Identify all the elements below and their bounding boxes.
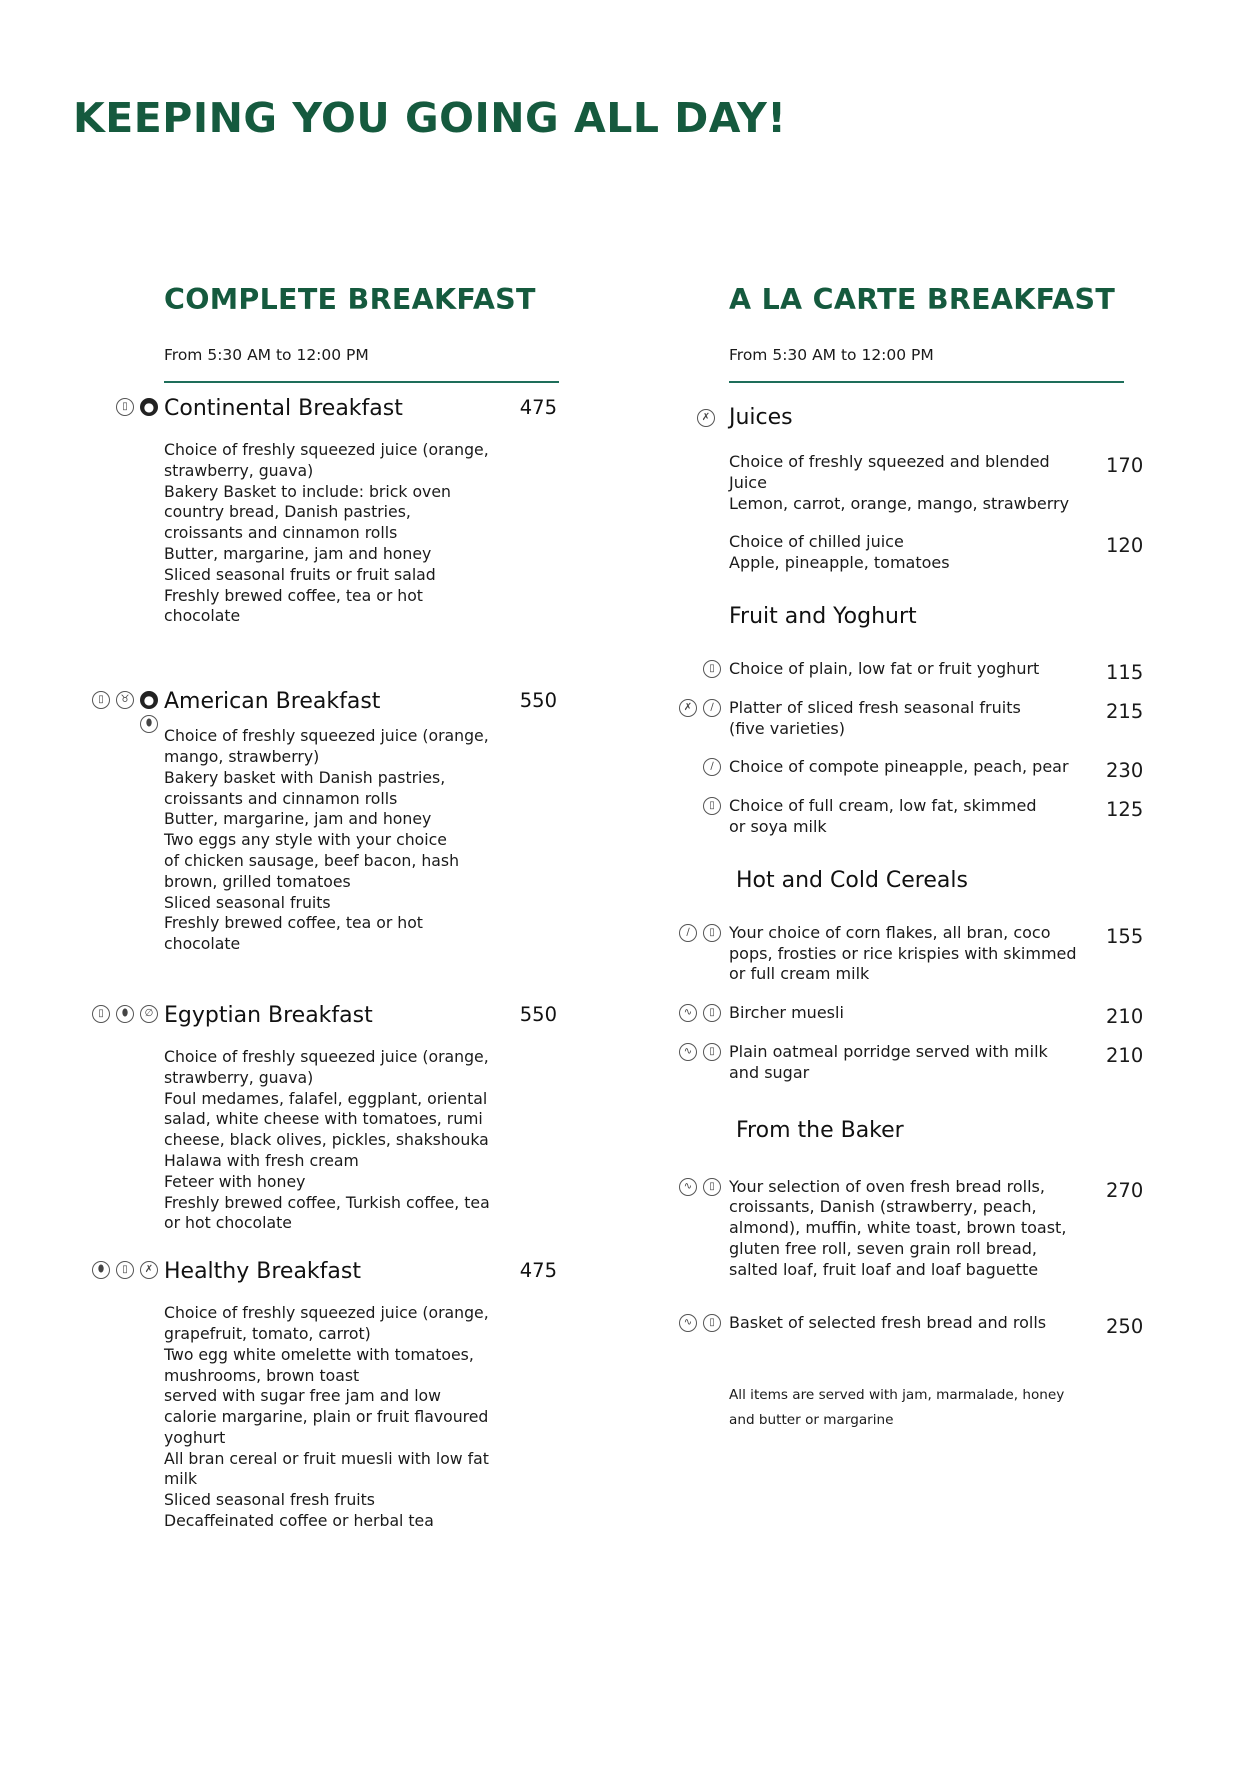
description-line: Butter, margarine, jam and honey [164, 543, 432, 563]
description-line: Juice [729, 472, 767, 492]
a-la-carte-section [683, 283, 1149, 1433]
section-title: A LA CARTE BREAKFAST [729, 283, 1116, 316]
egg-icon: ⬮ [116, 1005, 134, 1023]
menu-item [729, 532, 1149, 574]
egg-icon: ⬮ [92, 1261, 110, 1279]
item-description [729, 796, 1104, 838]
item-price: 170 [1106, 454, 1144, 477]
description-line: cheese, black olives, pickles, shakshouka [164, 1130, 489, 1150]
complete-items-list [97, 396, 559, 1532]
description-line: Foul medames, falafel, eggplant, oriental [164, 1088, 488, 1108]
item-price: 125 [1106, 798, 1144, 822]
menu-item [709, 796, 1149, 838]
description-line: Decaffeinated coffee or herbal tea [164, 1511, 434, 1531]
gluten-icon: ∿ [679, 1004, 697, 1022]
description-line: pops, frosties or rice krispies with skimmed [729, 943, 1077, 963]
dietary-icons [673, 1043, 721, 1061]
description-line: All bran cereal or fruit muesli with low fat [164, 1448, 489, 1468]
menu-item [683, 1003, 1149, 1029]
menu-item [683, 697, 1149, 740]
divider [164, 381, 559, 383]
description-line: calorie margarine, plain or fruit flavoured [164, 1407, 489, 1427]
item-description [164, 726, 559, 955]
description-line: or full cream milk [729, 964, 870, 984]
description-line: or hot chocolate [164, 1213, 292, 1233]
dairy-icon: ▯ [92, 691, 110, 709]
description-line: (five varieties) [729, 718, 845, 738]
vegetarian-icon: ∕ [703, 758, 721, 776]
dairy-icon: ▯ [703, 1004, 721, 1022]
dairy-icon: ▯ [703, 797, 721, 815]
dietary-icons [697, 409, 715, 427]
menu-item [98, 1002, 559, 1234]
gluten-icon: ∿ [679, 1043, 697, 1061]
description-line: Sliced seasonal fruits [164, 892, 331, 912]
menu-item [686, 922, 1149, 985]
description-line: croissants and cinnamon rolls [164, 523, 398, 543]
item-name: Egyptian Breakfast [164, 1002, 373, 1028]
dietary-icons [86, 1005, 158, 1023]
item-header [164, 396, 559, 421]
complete-breakfast-section [97, 283, 559, 1532]
menu-category [701, 405, 1149, 574]
local-dish-icon: ∅ [140, 1005, 158, 1023]
menu-item [97, 1259, 559, 1532]
item-description [729, 532, 1104, 574]
menu-item [709, 658, 1149, 684]
dairy-icon: ▯ [116, 1261, 134, 1279]
item-price: 115 [1106, 660, 1144, 684]
description-line: Your choice of corn flakes, all bran, coco [729, 922, 1051, 942]
description-line: Choice of compote pineapple, peach, pear [729, 757, 1069, 777]
description-line: Choice of chilled juice [729, 532, 904, 552]
item-price: 210 [1106, 1005, 1144, 1029]
healthy-icon: ✗ [679, 699, 697, 717]
description-line: Choice of freshly squeezed juice (orange, [164, 1303, 489, 1323]
menu-category [683, 1117, 1149, 1338]
egg-icon: ⬮ [140, 715, 158, 733]
description-line: croissants and cinnamon rolls [164, 788, 398, 808]
description-line: country bread, Danish pastries, [164, 502, 411, 522]
dietary-icons [673, 699, 721, 717]
description-line: Sliced seasonal fruits or fruit salad [164, 564, 436, 584]
section-title: COMPLETE BREAKFAST [164, 283, 536, 316]
description-line: salted loaf, fruit loaf and loaf baguette [729, 1259, 1039, 1279]
item-price: 120 [1106, 534, 1144, 558]
dairy-icon: ▯ [703, 1178, 721, 1196]
vegetarian-icon: ∕ [703, 699, 721, 717]
item-description [729, 698, 1104, 740]
description-line: Choice of full cream, low fat, skimmed [729, 796, 1037, 816]
description-line: salad, white cheese with tomatoes, rumi [164, 1109, 483, 1129]
description-line: Basket of selected fresh bread and rolls [729, 1312, 1047, 1332]
footnote [729, 1383, 1149, 1433]
description-line: strawberry, guava) [164, 460, 314, 480]
item-description [729, 1177, 1104, 1281]
item-name: American Breakfast [164, 689, 381, 715]
description-line: or soya milk [729, 816, 827, 836]
description-line: Bakery Basket to include: brick oven [164, 481, 451, 501]
description-line: mango, strawberry) [164, 746, 320, 766]
service-hours: From 5:30 AM to 12:00 PM [164, 346, 369, 364]
description-line: Butter, margarine, jam and honey [164, 809, 432, 829]
description-line: chocolate [164, 934, 241, 954]
divider [729, 381, 1124, 383]
description-line: Choice of freshly squeezed and blended [729, 452, 1050, 471]
menu-item [122, 396, 559, 627]
category-title: From the Baker [736, 1117, 904, 1143]
item-header [164, 1003, 559, 1028]
dietary-icons [673, 1178, 721, 1196]
description-line: Two egg white omelette with tomatoes, [164, 1344, 474, 1364]
healthy-icon: ✗ [697, 409, 715, 427]
item-name: Continental Breakfast [164, 396, 403, 421]
item-description [164, 1047, 559, 1234]
footnote-line: All items are served with jam, marmalade, honey [729, 1387, 1065, 1404]
description-line: Freshly brewed coffee, tea or hot [164, 913, 423, 933]
page-title: KEEPING YOU GOING ALL DAY! [73, 94, 787, 142]
description-line: grapefruit, tomato, carrot) [164, 1323, 371, 1343]
item-header [164, 1259, 559, 1284]
item-price: 230 [1106, 759, 1144, 783]
description-line: Choice of plain, low fat or fruit yoghurt [729, 658, 1040, 678]
item-price: 550 [519, 689, 557, 713]
gluten-icon: ∿ [679, 1314, 697, 1332]
description-line: Two eggs any style with your choice [164, 830, 447, 850]
item-price: 270 [1106, 1178, 1144, 1202]
item-header [164, 689, 559, 714]
item-description [729, 757, 1104, 778]
dairy-icon: ▯ [116, 398, 134, 416]
item-description [729, 1042, 1104, 1084]
description-line: brown, grilled tomatoes [164, 871, 351, 891]
dairy-icon: ▯ [92, 1005, 110, 1023]
dairy-icon: ▯ [703, 1043, 721, 1061]
description-line: Freshly brewed coffee, tea or hot [164, 585, 423, 605]
description-line: Choice of freshly squeezed juice (orange, [164, 440, 489, 459]
globe-icon: ● [140, 398, 158, 416]
menu-item [729, 452, 1149, 514]
description-line: Feteer with honey [164, 1171, 306, 1191]
item-price: 475 [519, 396, 557, 419]
description-line: served with sugar free jam and low [164, 1386, 441, 1406]
dietary-icons [673, 1004, 721, 1022]
item-price: 215 [1106, 699, 1144, 723]
description-line: of chicken sausage, beef bacon, hash [164, 850, 460, 870]
description-line: Bakery basket with Danish pastries, [164, 767, 446, 787]
description-line: Bircher muesli [729, 1003, 844, 1023]
dietary-icons [697, 660, 721, 678]
description-line: Choice of freshly squeezed juice (orange, [164, 1046, 489, 1066]
globe-icon: ● [140, 691, 158, 709]
healthy-icon: ✗ [140, 1261, 158, 1279]
description-line: Plain oatmeal porridge served with milk [729, 1041, 1048, 1061]
description-line: Choice of freshly squeezed juice (orange, [164, 726, 489, 746]
item-description [729, 1003, 1104, 1024]
item-name: Healthy Breakfast [164, 1259, 361, 1285]
footnote-line: and butter or margarine [729, 1412, 894, 1429]
menu-item [683, 1312, 1149, 1338]
category-title: Hot and Cold Cereals [736, 867, 968, 893]
service-hours: From 5:30 AM to 12:00 PM [729, 346, 934, 364]
dietary-icons [86, 691, 158, 733]
description-line: Lemon, carrot, orange, mango, strawberry [729, 493, 1070, 513]
menu-item [683, 1176, 1149, 1281]
description-line: croissants, Danish (strawberry, peach, [729, 1197, 1037, 1217]
dietary-icons [673, 924, 721, 942]
item-price: 155 [1106, 924, 1144, 948]
item-description [164, 1303, 559, 1532]
item-price: 210 [1106, 1043, 1144, 1067]
menu-item [683, 1041, 1149, 1084]
dairy-icon: ▯ [703, 924, 721, 942]
description-line: Halawa with fresh cream [164, 1150, 359, 1170]
category-title: Fruit and Yoghurt [729, 603, 917, 629]
item-description [729, 1313, 1104, 1334]
menu-category [683, 867, 1149, 1084]
dietary-icons [86, 1261, 158, 1279]
item-price: 475 [519, 1259, 557, 1283]
dietary-icons [697, 797, 721, 815]
description-line: gluten free roll, seven grain roll bread, [729, 1238, 1037, 1258]
description-line: strawberry, guava) [164, 1067, 314, 1087]
gluten-icon: ∿ [679, 1178, 697, 1196]
item-price: 550 [519, 1002, 557, 1026]
description-line: Platter of sliced fresh seasonal fruits [729, 697, 1021, 717]
description-line: Sliced seasonal fresh fruits [164, 1490, 375, 1510]
a-la-carte-categories [683, 405, 1149, 1338]
item-description [729, 923, 1104, 985]
item-description [729, 659, 1104, 680]
menu-item [710, 757, 1149, 783]
description-line: Freshly brewed coffee, Turkish coffee, tea [164, 1192, 490, 1212]
description-line: and sugar [729, 1062, 810, 1082]
description-line: mushrooms, brown toast [164, 1365, 360, 1385]
description-line: yoghurt [164, 1427, 226, 1447]
vegetarian-icon: ∕ [679, 924, 697, 942]
description-line: Your selection of oven fresh bread rolls, [729, 1176, 1045, 1196]
description-line: Apple, pineapple, tomatoes [729, 553, 950, 573]
item-description [164, 440, 559, 627]
item-description [729, 452, 1104, 514]
dietary-icons [110, 398, 158, 416]
beef-icon: ♉ [116, 691, 134, 709]
dietary-icons [673, 1314, 721, 1332]
description-line: chocolate [164, 606, 241, 626]
description-line: almond), muffin, white toast, brown toast, [729, 1218, 1067, 1238]
menu-item [98, 689, 559, 955]
dairy-icon: ▯ [703, 1314, 721, 1332]
description-line: milk [164, 1469, 198, 1489]
dairy-icon: ▯ [703, 660, 721, 678]
item-price: 250 [1106, 1314, 1144, 1338]
category-title: Juices ✗ [729, 405, 1149, 430]
dietary-icons [697, 758, 721, 776]
menu-category [683, 603, 1149, 838]
